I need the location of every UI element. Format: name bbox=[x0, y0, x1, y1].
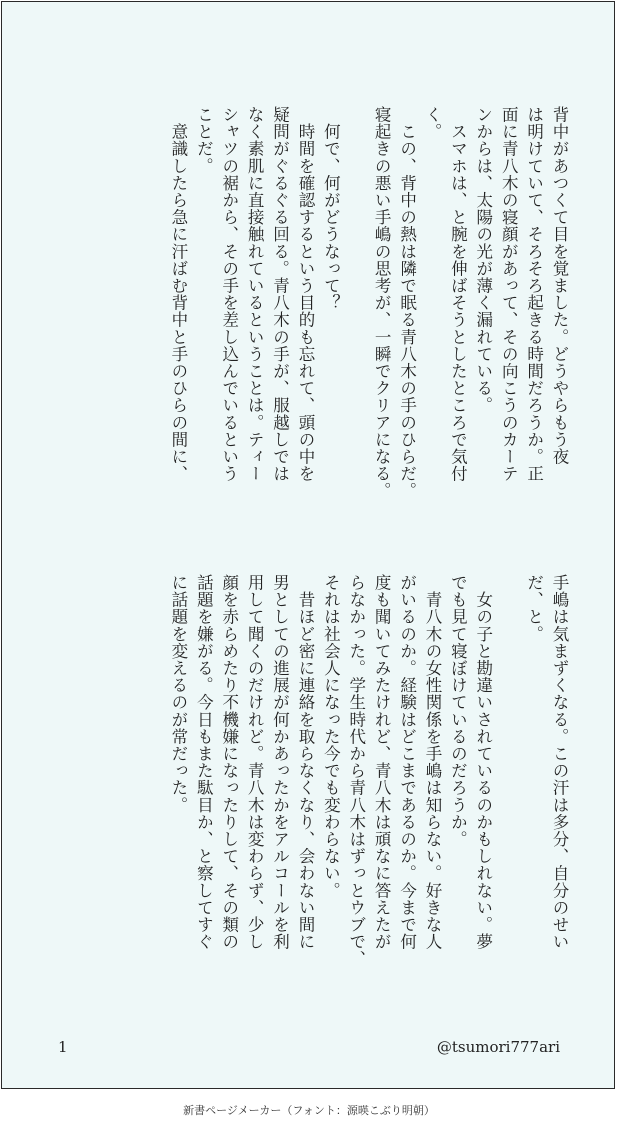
bottom-block-line: 手嶋は気まずくなる。この汗は多分、自分のせい bbox=[550, 574, 569, 951]
top-block-line: シャツの裾から、その手を差し込んでいるという bbox=[219, 106, 239, 483]
bottom-block-line: 用して聞くのだけれど。青八木は変わらず、少し bbox=[245, 574, 265, 951]
top-block-line: 疑問がぐるぐる回る。青八木の手が、服越しでは bbox=[270, 106, 290, 483]
top-text-block bbox=[166, 106, 573, 531]
top-block-line: 意識したら急に汗ばむ背中と手のひらの間に、 bbox=[168, 106, 188, 483]
bottom-block-line: 女の子と勘違いされているのかもしれない。夢 bbox=[473, 574, 493, 951]
top-block-line: 寝起きの悪い手嶋の思考が、一瞬でクリアになる。 bbox=[372, 106, 392, 500]
top-block-line: ことだ。 bbox=[194, 106, 214, 175]
top-block-line: ンからは、太陽の光が薄く漏れている。 bbox=[473, 106, 493, 414]
bottom-text-block bbox=[166, 574, 573, 999]
top-block-line: 背中があつくて目を覚ました。どうやらもう夜 bbox=[550, 106, 569, 466]
top-block-line: なく素肌に直接触れているということは。ティー bbox=[245, 106, 265, 483]
top-block-line: スマホは、と腕を伸ばそうとしたところで気付 bbox=[448, 106, 468, 483]
author-handle: @tsumori777ari bbox=[436, 1038, 560, 1056]
top-block-line: この、背中の熱は隣で眠る青八木の手のひらだ。 bbox=[397, 106, 417, 500]
top-block-line: く。 bbox=[422, 106, 442, 141]
bottom-block-line bbox=[496, 574, 521, 999]
top-block-line: 面に青八木の寝顔があって、その向こうのカーテ bbox=[499, 106, 519, 483]
top-block-line bbox=[343, 106, 368, 531]
top-block-line: 時間を確認するという目的も忘れて、頭の中を bbox=[295, 106, 315, 483]
top-block-line: 何で、何がどうなって？ bbox=[321, 106, 341, 312]
page-number: 1 bbox=[58, 1038, 68, 1056]
bottom-block-line: 度も聞いてみたけれど、青八木は頑なに答えたが bbox=[372, 574, 392, 951]
bottom-block-line: 青八木の女性関係を手嶋は知らない。好きな人 bbox=[422, 574, 442, 951]
manuscript-page bbox=[1, 1, 615, 1089]
bottom-block-line: 昔ほど密に連絡を取らなくなり、会わない間に bbox=[295, 574, 315, 951]
bottom-block-line: 話題を嫌がる。今日もまた駄目か、と察してすぐ bbox=[194, 574, 214, 951]
bottom-block-line: でも見て寝ぼけているのだろうか。 bbox=[448, 574, 468, 848]
top-block-line: は明けていて、そろそろ起きる時間だろうか。正 bbox=[524, 106, 544, 483]
bottom-block-line: 顔を赤らめたり不機嫌になったりして、その類の bbox=[219, 574, 239, 951]
bottom-block-line: らなかった。学生時代から青八木はずっとウブで、 bbox=[346, 574, 366, 968]
bottom-block-line: がいるのか。経験はどこまであるのか。今まで何 bbox=[397, 574, 417, 951]
bottom-block-line: 男としての進展が何かあったかをアルコールを利 bbox=[270, 574, 290, 951]
generator-credit: 新書ページメーカー（フォント：源暎こぶり明朝） bbox=[183, 1104, 435, 1117]
bottom-block-line: に話題を変えるのが常だった。 bbox=[168, 574, 188, 814]
bottom-block-line: だ、と。 bbox=[524, 574, 544, 643]
bottom-block-line: それは社会人になった今でも変わらない。 bbox=[321, 574, 341, 899]
